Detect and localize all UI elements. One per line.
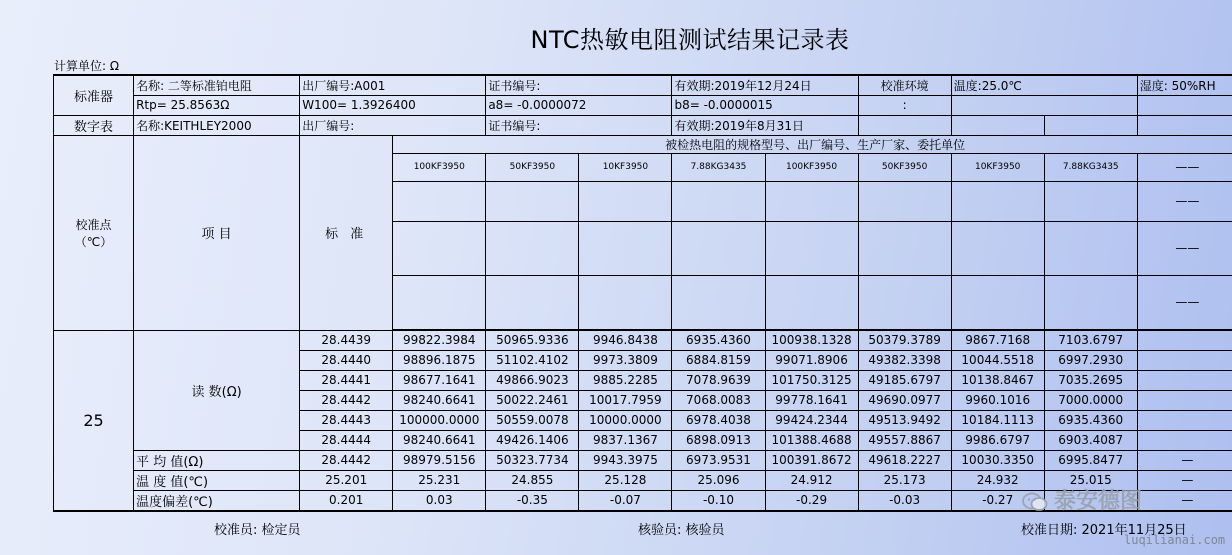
dash-cell: — <box>1137 450 1232 470</box>
standard-label: 标准器 <box>54 75 134 115</box>
reading-cell: 28.4440 <box>300 350 393 370</box>
deviation-cell: -0.27 <box>951 490 1044 511</box>
average-cell: 49618.2227 <box>858 450 951 470</box>
average-cell: 50323.7734 <box>486 450 579 470</box>
watermark-text: 泰安德图 <box>1054 489 1143 514</box>
meter-row <box>54 115 1232 135</box>
average-row <box>54 450 1232 470</box>
reading-cell: 101388.4688 <box>765 430 858 450</box>
dash-cell: —— <box>1137 221 1232 275</box>
reading-cell: 98240.6641 <box>393 430 486 450</box>
model-cell: 100KF3950 <box>393 153 486 181</box>
dash-cell: —— <box>1137 275 1232 329</box>
empty-cell <box>858 115 951 135</box>
temperature-cell: 25.173 <box>858 470 951 490</box>
reading-cell: 7035.2695 <box>1044 370 1137 390</box>
temperature-cell: 25.201 <box>300 470 393 490</box>
reading-cell: 9867.7168 <box>951 330 1044 350</box>
reading-cell: 28.4442 <box>300 390 393 410</box>
reading-cell: 49185.6797 <box>858 370 951 390</box>
average-label: 平 均 值(Ω) <box>134 450 300 470</box>
temperature-cell: 25.096 <box>672 470 765 490</box>
reading-cell: 49866.9023 <box>486 370 579 390</box>
reading-cell: 10017.7959 <box>579 390 672 410</box>
watermark <box>1022 484 1142 515</box>
empty-cell <box>951 115 1044 135</box>
item-header: 项 目 <box>134 135 300 330</box>
model-cell: 100KF3950 <box>765 153 858 181</box>
temperature-cell: 25.231 <box>393 470 486 490</box>
watermark-url: luqilianai.com <box>1124 533 1226 547</box>
standard-rtp: Rtp= 25.8563Ω <box>134 95 300 115</box>
header-group-row <box>54 135 1232 153</box>
standard-row-2 <box>54 95 1232 115</box>
reading-cell: 101750.3125 <box>765 370 858 390</box>
standard-cert-no: 证书编号: <box>486 75 672 95</box>
reading-cell: 49513.9492 <box>858 410 951 430</box>
env-temperature: 温度:25.0℃ <box>951 75 1137 95</box>
env-colon: : <box>858 95 951 115</box>
reading-cell: 10044.5518 <box>951 350 1044 370</box>
standard-w100: W100= 1.3926400 <box>300 95 486 115</box>
reading-cell: 98240.6641 <box>393 390 486 410</box>
calculation-unit: 计算单位: Ω <box>54 59 120 73</box>
reading-cell: 28.4441 <box>300 370 393 390</box>
reading-cell: 99822.3984 <box>393 330 486 350</box>
reading-cell: 51102.4102 <box>486 350 579 370</box>
standard-header: 标 准 <box>300 135 393 330</box>
meter-factory-no: 出厂编号: <box>300 115 486 135</box>
dut-group-header: 被检热电阻的规格型号、出厂编号、生产厂家、委托单位 <box>393 135 1232 153</box>
temperature-cell: 24.932 <box>951 470 1044 490</box>
average-cell: 9943.3975 <box>579 450 672 470</box>
deviation-cell: -0.07 <box>579 490 672 511</box>
reading-cell: 50965.9336 <box>486 330 579 350</box>
average-cell: 98979.5156 <box>393 450 486 470</box>
reading-cell: 28.4439 <box>300 330 393 350</box>
dash-cell: —— <box>1137 153 1232 181</box>
reading-cell: 98677.1641 <box>393 370 486 390</box>
reading-cell: 50559.0078 <box>486 410 579 430</box>
empty-cell <box>951 95 1137 115</box>
standard-row-1 <box>54 75 1232 95</box>
standard-b8: b8= -0.0000015 <box>672 95 858 115</box>
empty-cell <box>1137 95 1232 115</box>
reading-cell: 9837.1367 <box>579 430 672 450</box>
verifier: 核验员: 核验员 <box>638 523 725 538</box>
empty-cell <box>1044 115 1137 135</box>
model-cell: 7.88KG3435 <box>672 153 765 181</box>
average-cell: 28.4442 <box>300 450 393 470</box>
reading-cell: 49557.8867 <box>858 430 951 450</box>
average-cell: 6973.9531 <box>672 450 765 470</box>
reading-cell: 9960.1016 <box>951 390 1044 410</box>
meter-label: 数字表 <box>54 115 134 135</box>
record-table <box>53 74 1232 512</box>
deviation-cell: 0.201 <box>300 490 393 511</box>
standard-valid: 有效期:2019年12月24日 <box>672 75 858 95</box>
page-title: NTC热敏电阻测试结果记录表 <box>530 26 850 54</box>
reading-cell: 6884.8159 <box>672 350 765 370</box>
reading-cell: 6935.4360 <box>1044 410 1137 430</box>
reading-cell: 7078.9639 <box>672 370 765 390</box>
meter-cert-no: 证书编号: <box>486 115 672 135</box>
reading-cell: 99071.8906 <box>765 350 858 370</box>
reading-cell: 100938.1328 <box>765 330 858 350</box>
deviation-cell: -0.29 <box>765 490 858 511</box>
reading-cell: 9986.6797 <box>951 430 1044 450</box>
average-cell: 6995.8477 <box>1044 450 1137 470</box>
average-cell: 100391.8672 <box>765 450 858 470</box>
model-cell: 10KF3950 <box>579 153 672 181</box>
wechat-icon <box>1022 492 1048 512</box>
reading-cell: 49690.0977 <box>858 390 951 410</box>
model-cell: 7.88KG3435 <box>1044 153 1137 181</box>
reading-cell: 10138.8467 <box>951 370 1044 390</box>
reading-cell: 10184.1113 <box>951 410 1044 430</box>
temperature-cell: 24.855 <box>486 470 579 490</box>
standard-name: 名称: 二等标准铂电阻 <box>134 75 300 95</box>
deviation-cell: 0.03 <box>393 490 486 511</box>
model-cell: 50KF3950 <box>486 153 579 181</box>
reading-row <box>54 330 1232 350</box>
temperature-cell: 24.912 <box>765 470 858 490</box>
model-cell: 50KF3950 <box>858 153 951 181</box>
empty-cell <box>1137 115 1232 135</box>
reading-cell: 49382.3398 <box>858 350 951 370</box>
dash-cell: — <box>1137 470 1232 490</box>
reading-cell: 49426.1406 <box>486 430 579 450</box>
deviation-label: 温度偏差(℃) <box>134 490 300 511</box>
reading-cell: 28.4443 <box>300 410 393 430</box>
reading-cell: 98896.1875 <box>393 350 486 370</box>
reading-cell: 50022.2461 <box>486 390 579 410</box>
reading-cell: 99424.2344 <box>765 410 858 430</box>
temperature-cell: 25.128 <box>579 470 672 490</box>
reading-cell: 6903.4087 <box>1044 430 1137 450</box>
reading-cell: 7000.0000 <box>1044 390 1137 410</box>
readings-label: 读 数(Ω) <box>134 330 300 450</box>
env-label: 校准环境 <box>858 75 951 95</box>
reading-cell: 50379.3789 <box>858 330 951 350</box>
standard-a8: a8= -0.0000072 <box>486 95 672 115</box>
reading-cell: 9885.2285 <box>579 370 672 390</box>
temperature-cell: 25.015 <box>1044 470 1137 490</box>
meter-name: 名称:KEITHLEY2000 <box>134 115 300 135</box>
deviation-cell: -0.35 <box>486 490 579 511</box>
deviation-cell: -0.03 <box>858 490 951 511</box>
reading-cell: 7103.6797 <box>1044 330 1137 350</box>
point-header: 校准点 （℃） <box>54 135 134 330</box>
average-cell: 10030.3350 <box>951 450 1044 470</box>
temperature-label: 温 度 值(℃) <box>134 470 300 490</box>
calibration-date: 校准日期: 2021年11月25日 <box>1021 523 1187 538</box>
reading-cell: 100000.0000 <box>393 410 486 430</box>
standard-factory-no: 出厂编号:A001 <box>300 75 486 95</box>
reading-cell: 99778.1641 <box>765 390 858 410</box>
reading-cell: 28.4444 <box>300 430 393 450</box>
reading-cell: 6935.4360 <box>672 330 765 350</box>
reading-cell: 9946.8438 <box>579 330 672 350</box>
reading-cell: 6898.0913 <box>672 430 765 450</box>
env-humidity: 湿度: 50%RH <box>1137 75 1232 95</box>
deviation-cell: -0.10 <box>672 490 765 511</box>
dash-cell: —— <box>1137 181 1232 221</box>
reading-cell: 7068.0083 <box>672 390 765 410</box>
reading-cell: 10000.0000 <box>579 410 672 430</box>
model-cell: 10KF3950 <box>951 153 1044 181</box>
meter-valid: 有效期:2019年8月31日 <box>672 115 858 135</box>
calibrator: 校准员: 检定员 <box>214 523 301 538</box>
dash-cell: — <box>1137 490 1232 511</box>
reading-cell: 6997.2930 <box>1044 350 1137 370</box>
reading-cell: 9973.3809 <box>579 350 672 370</box>
reading-cell: 6978.4038 <box>672 410 765 430</box>
calibration-point: 25 <box>54 330 134 511</box>
